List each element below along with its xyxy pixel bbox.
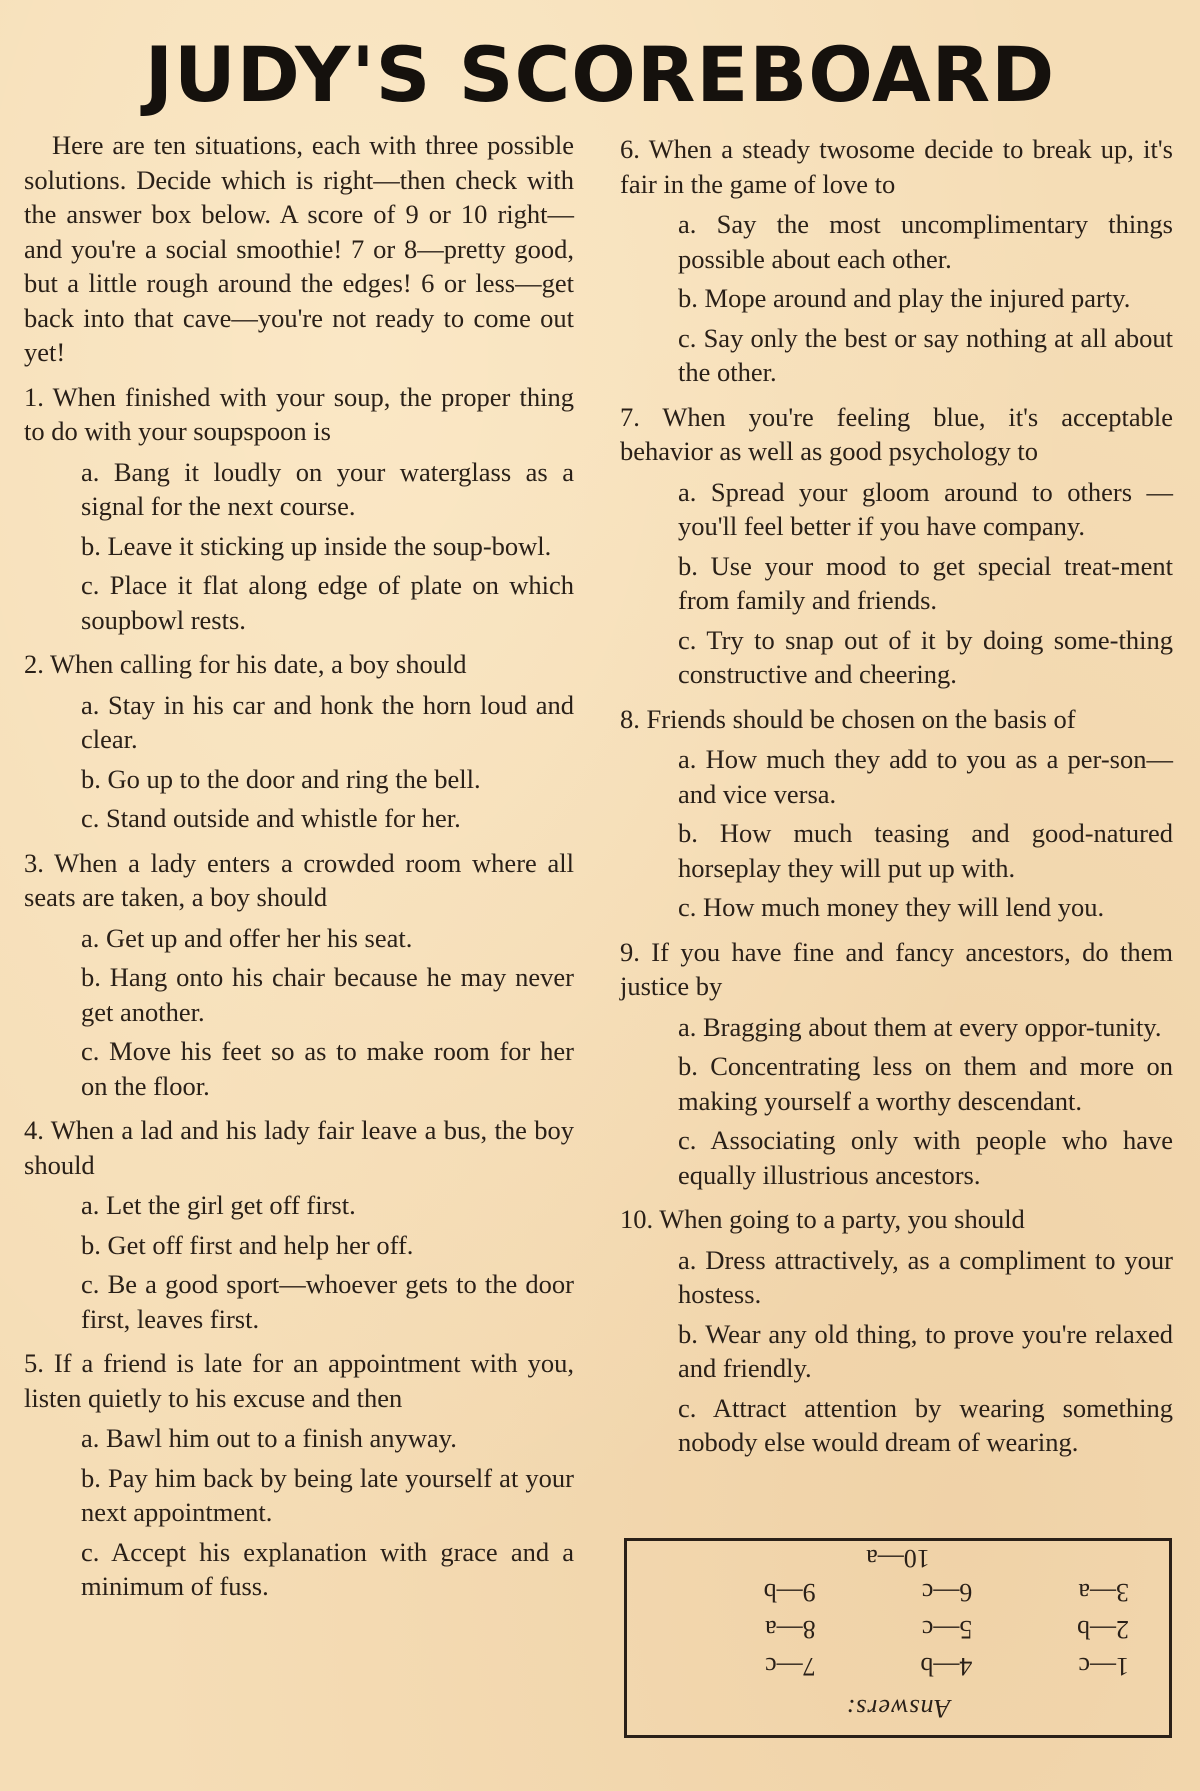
option-a: a. How much they add to you as a per-son—and vice versa. [678, 744, 1173, 809]
question-9 [620, 935, 1173, 1193]
option-b: b. Mope around and play the injured party. [678, 283, 1131, 313]
option-b: b. Wear any old thing, to prove you're relaxed and friendly. [678, 1318, 1173, 1383]
option-a: a. Get up and offer her his seat. [81, 922, 413, 953]
answer-item: 5—c [921, 1615, 973, 1644]
question-stem: 10. When going to a party, you should [620, 1204, 1025, 1234]
option-a: a. Bawl him out to a finish anyway. [81, 1423, 457, 1453]
option-c: c. Be a good sport—whoever gets to the door first, leaves first. [81, 1269, 574, 1334]
question-5 [24, 1346, 574, 1604]
page-title: JUDY'S SCOREBOARD [144, 30, 1056, 119]
option-a: a. Spread your gloom around to others —you'll feel better if you have company. [678, 476, 1173, 541]
option-b: b. Get off first and help her off. [81, 1229, 414, 1260]
option-a: a. Dress attractively, as a compliment to your hostess. [678, 1244, 1173, 1309]
intro-paragraph: Here are ten situations, each with three possible solutions. Decide which is right—then check with the answer box below. A score of 9 or 10 right—and you're a social smoothie! 7 or 8—pretty good, but a little rough around the edges! 6 or less—get back into that cave—you're not ready to come out yet! [24, 130, 574, 367]
answer-item-last: 10—a [866, 1544, 930, 1573]
answer-item: 1—c [1078, 1652, 1129, 1681]
answer-item: 9—b [763, 1578, 816, 1607]
option-c: c. Try to snap out of it by doing some-thing constructive and cheering. [678, 624, 1173, 689]
option-a: a. Say the most uncomplimentary things possible about each other. [678, 209, 1173, 274]
option-c: c. Accept his explanation with grace and a minimum of fuss. [81, 1536, 574, 1601]
option-a: a. Let the girl get off first. [81, 1190, 356, 1220]
option-c: c. Associating only with people who have equally illustrious ancestors. [678, 1125, 1173, 1190]
option-a: a. Stay in his car and honk the horn loud and clear. [81, 689, 574, 754]
answer-item: 7—c [765, 1652, 816, 1681]
option-c: c. Move his feet so as to make room for her on the floor. [81, 1036, 574, 1101]
question-stem: 1. When finished with your soup, the proper thing to do with your soupspoon is [24, 381, 574, 446]
option-b: b. Concentrating less on them and more on making yourself a worthy descendant. [678, 1051, 1173, 1116]
option-b: b. Go up to the door and ring the bell. [81, 763, 481, 794]
answer-item: 4—b [920, 1652, 973, 1681]
question-10 [620, 1202, 1173, 1460]
option-a: a. Bragging about them at every oppor-tunity. [678, 1011, 1162, 1042]
answer-item: 8—a [765, 1615, 816, 1644]
question-stem: 8. Friends should be chosen on the basis of [620, 703, 1076, 734]
question-1 [24, 380, 574, 638]
right-column [620, 128, 1173, 1470]
question-stem: 5. If a friend is late for an appointment with you, listen quietly to his excuse and then [24, 1348, 574, 1413]
option-b: b. Hang onto his chair because he may never get another. [81, 962, 574, 1027]
answers-title: Answers: [845, 1694, 951, 1723]
question-8 [620, 702, 1173, 925]
question-6 [620, 132, 1173, 390]
question-stem: 4. When a lad and his lady fair leave a bus, the boy should [24, 1115, 574, 1180]
question-4 [24, 1113, 574, 1336]
question-3 [24, 846, 574, 1104]
answer-item: 6—c [921, 1578, 973, 1607]
option-c: c. How much money they will lend you. [678, 892, 1105, 922]
answers-grid [659, 1575, 1129, 1683]
question-stem: 2. When calling for his date, a boy should [24, 649, 467, 679]
question-stem: 6. When a steady twosome decide to break up, it's fair in the game of love to [620, 134, 1173, 199]
option-a: a. Bang it loudly on your waterglass as a signal for the next course. [81, 456, 574, 521]
question-stem: 7. When you're feeling blue, it's acceptable behavior as well as good psychology to [620, 401, 1173, 466]
question-stem: 3. When a lady enters a crowded room where all seats are taken, a boy should [24, 847, 574, 912]
option-c: c. Attract attention by wearing something nobody else would dream of wearing. [678, 1392, 1173, 1457]
answer-item: 3—a [1078, 1578, 1129, 1607]
option-b: b. Pay him back by being late yourself at your next appointment. [81, 1462, 574, 1527]
question-2 [24, 647, 574, 836]
option-c: c. Stand outside and whistle for her. [81, 803, 461, 833]
option-b: b. Leave it sticking up inside the soup-bowl. [81, 530, 552, 561]
answer-item: 2—b [1077, 1615, 1129, 1644]
option-b: b. Use your mood to get special treat-ment from family and friends. [678, 550, 1173, 615]
option-c: c. Say only the best or say nothing at all about the other. [678, 322, 1173, 387]
answer-box-upside-down [627, 1541, 1169, 1735]
left-column [24, 128, 574, 1614]
question-stem: 9. If you have fine and fancy ancestors, do them justice by [620, 936, 1173, 1001]
option-b: b. How much teasing and good-natured horseplay they will put up with. [678, 818, 1173, 883]
option-c: c. Place it flat along edge of plate on which soupbowl rests. [81, 570, 574, 635]
question-7 [620, 400, 1173, 692]
answer-box [624, 1538, 1172, 1738]
